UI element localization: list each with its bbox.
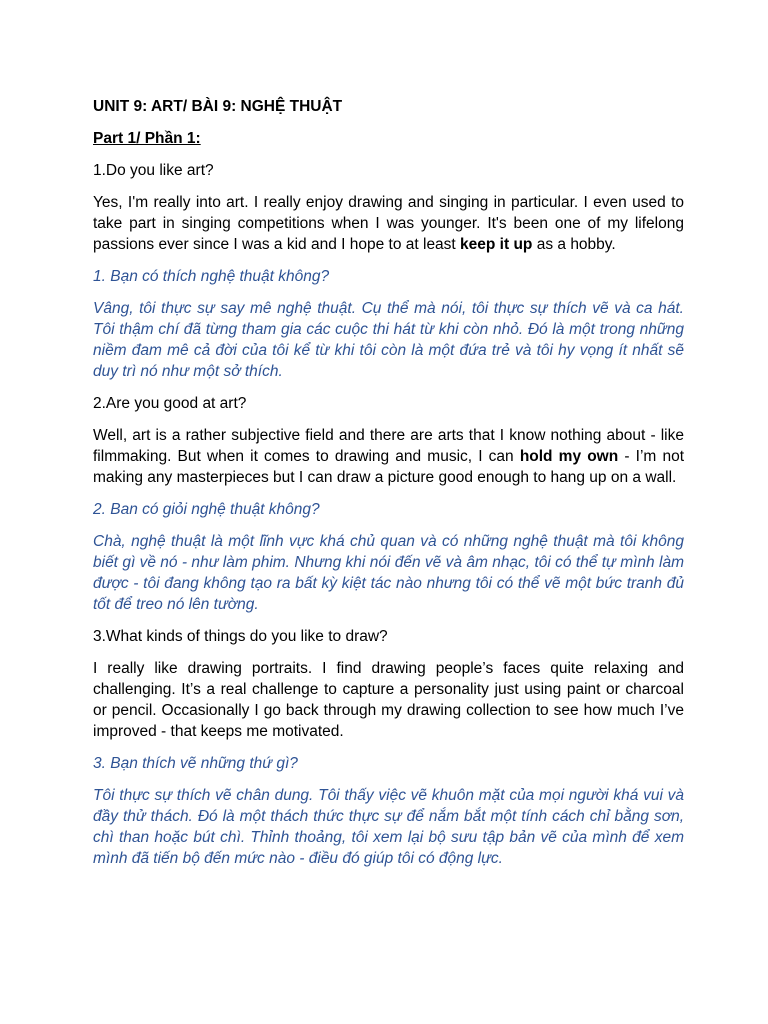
answer-1-text-end: as a hobby. (532, 236, 616, 253)
question-1: 1.Do you like art? (93, 162, 214, 179)
answer-1 (93, 192, 684, 255)
answer-2 (93, 425, 684, 488)
vi-answer-1: Vâng, tôi thực sự say mê nghệ thuật. Cụ thể mà nói, tôi thực sự thích vẽ và ca hát. Tôi thậm chí đã từng tham gia các cuộc thi hát từ khi còn nhỏ. Đó là một trong những niềm đam mê cả đời của tôi kể từ khi tôi còn là một đứa trẻ và tôi hy vọng ít nhất sẽ duy trì nó như một sở thích. (93, 300, 684, 380)
question-2: 2.Are you good at art? (93, 395, 247, 412)
vi-answer-3: Tôi thực sự thích vẽ chân dung. Tôi thấy việc vẽ khuôn mặt của mọi người khá vui và đầy thử thách. Đó là một thách thức thực sự để nắm bắt một tính cách chỉ bằng sơn, chì than hoặc bút chì. Thỉnh thoảng, tôi xem lại bộ sưu tập bản vẽ của mình để xem mình đã tiến bộ đến mức nào - điều đó giúp tôi có động lực. (93, 787, 684, 867)
answer-2-phrase: hold my own (519, 448, 619, 465)
answer-1-text: Yes, I'm really into art. I really enjoy drawing and singing in particular. I even used to take part in singing competitions when I was younger. It's been one of my lifelong passions ever since I was a kid and I hope to at least (93, 194, 684, 253)
answer-2-text: Well, art is a rather subjective field and there are arts that I know nothing about - like filmmaking. But when it comes to drawing and music, I can (93, 427, 684, 465)
question-3: 3.What kinds of things do you like to draw? (93, 628, 388, 645)
answer-3-text: I really like drawing portraits. I find drawing people’s faces quite relaxing and challenging. It’s a real challenge to capture a personality just using paint or charcoal or pencil. Occasionally I go back through my drawing collection to see how much I’ve improved - that keeps me motivated. (93, 660, 684, 740)
vi-answer-2: Chà, nghệ thuật là một lĩnh vực khá chủ quan và có những nghệ thuật mà tôi không biết gì về nó - như làm phim. Nhưng khi nói đến vẽ và âm nhạc, tôi có thể tự mình làm được - tôi đang không tạo ra bất kỳ kiệt tác nào nhưng tôi có thể vẽ một bức tranh đủ tốt để treo nó lên tường. (93, 533, 684, 613)
part-heading: Part 1/ Phần 1: (93, 130, 201, 147)
vi-question-2: 2. Ban có giỏi nghệ thuật không? (93, 501, 320, 518)
answer-1-phrase: keep it up (460, 236, 533, 253)
answer-3 (93, 658, 684, 742)
vi-question-1: 1. Bạn có thích nghệ thuật không? (93, 268, 330, 285)
vi-question-3: 3. Bạn thích vẽ những thứ gì? (93, 755, 298, 772)
document-title: UNIT 9: ART/ BÀI 9: NGHỆ THUẬT (93, 98, 343, 115)
answer-2-text-end: - I’m not making any masterpieces but I can draw a picture good enough to hang up on a wall. (93, 448, 684, 486)
